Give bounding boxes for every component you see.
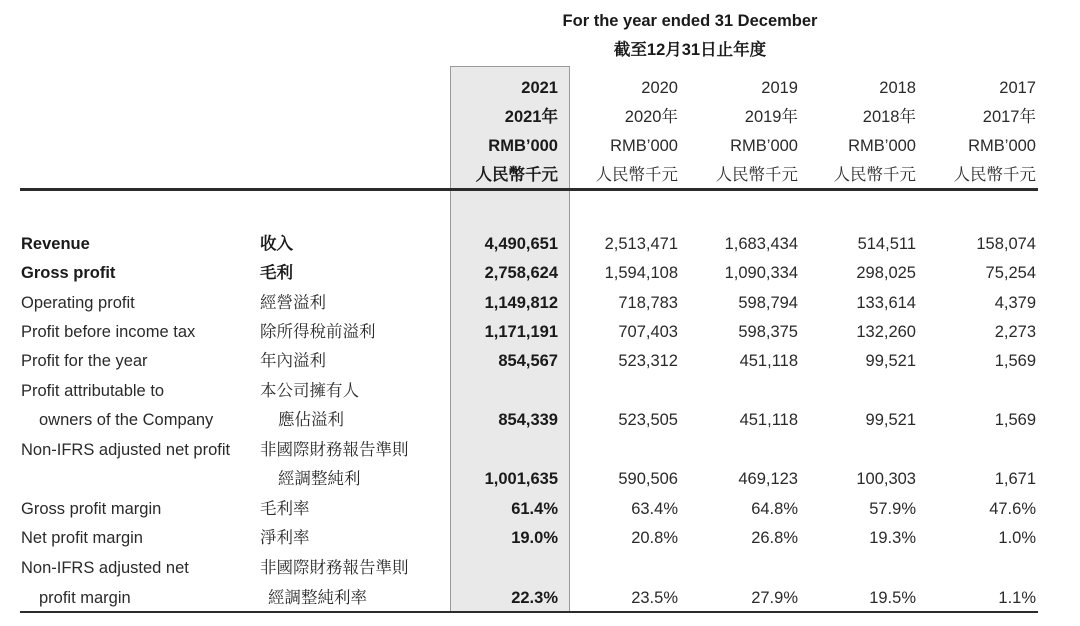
header-rule <box>20 188 1038 191</box>
cell-2021: 1,001,635 <box>484 470 558 488</box>
cell-2019: 1,090,334 <box>724 264 798 282</box>
row-label-zh: 淨利率 <box>260 529 310 547</box>
col-unit-zh-2019: 人民幣千元 <box>715 166 798 184</box>
cell-2019: 469,123 <box>738 470 798 488</box>
cell-2017: 1.0% <box>998 529 1036 547</box>
row-label-zh-cont: 應佔溢利 <box>278 411 344 429</box>
cell-2018: 298,025 <box>856 264 916 282</box>
cell-2019: 598,794 <box>738 294 798 312</box>
cell-2019: 598,375 <box>738 323 798 341</box>
col-year-zh-2017: 2017年 <box>982 108 1036 126</box>
cell-2021: 61.4% <box>511 500 558 518</box>
row-label-zh: 年內溢利 <box>260 352 326 370</box>
cell-2017: 158,074 <box>976 235 1036 253</box>
cell-2018: 133,614 <box>856 294 916 312</box>
row-label-zh: 非國際財務報告準則 <box>260 441 409 459</box>
cell-2021: 854,567 <box>498 352 558 370</box>
cell-2021: 19.0% <box>511 529 558 547</box>
row-label-zh: 毛利率 <box>260 500 310 518</box>
col-year-zh-2021: 2021年 <box>504 108 558 126</box>
cell-2018: 99,521 <box>865 411 916 429</box>
cell-2020: 523,312 <box>618 352 678 370</box>
cell-2017: 1,671 <box>994 470 1036 488</box>
cell-2020: 590,506 <box>618 470 678 488</box>
col-year-zh-2018: 2018年 <box>862 108 916 126</box>
cell-2018: 19.3% <box>869 529 916 547</box>
cell-2017: 75,254 <box>985 264 1036 282</box>
cell-2018: 514,511 <box>857 235 916 253</box>
col-unit-zh-2017: 人民幣千元 <box>953 166 1036 184</box>
col-year-2017: 2017 <box>999 79 1036 97</box>
cell-2021: 854,339 <box>498 411 558 429</box>
cell-2020: 23.5% <box>631 589 678 607</box>
cell-2020: 718,783 <box>618 294 678 312</box>
cell-2020: 523,505 <box>618 411 678 429</box>
col-year-2019: 2019 <box>761 79 798 97</box>
cell-2017: 47.6% <box>989 500 1036 518</box>
cell-2017: 1.1% <box>998 589 1036 607</box>
col-year-2021: 2021 <box>521 79 558 97</box>
cell-2018: 132,260 <box>856 323 916 341</box>
cell-2019: 27.9% <box>751 589 798 607</box>
cell-2018: 57.9% <box>869 500 916 518</box>
row-label-en: Profit attributable to <box>21 382 165 400</box>
row-label-en: Non-IFRS adjusted net profit <box>21 441 231 459</box>
row-label-zh-cont: 經調整純利 <box>278 470 361 488</box>
row-label-en: Revenue <box>21 235 90 253</box>
period-title-zh: 截至12月31日止年度 <box>613 41 767 59</box>
cell-2018: 100,303 <box>856 470 916 488</box>
cell-2018: 99,521 <box>865 352 916 370</box>
cell-2017: 4,379 <box>994 294 1036 312</box>
cell-2019: 451,118 <box>739 352 798 370</box>
cell-2017: 1,569 <box>994 411 1036 429</box>
col-year-zh-2019: 2019年 <box>744 108 798 126</box>
col-year-2018: 2018 <box>879 79 916 97</box>
col-unit-en-2019: RMB’000 <box>730 137 798 155</box>
col-year-2020: 2020 <box>641 79 678 97</box>
row-label-en: Non-IFRS adjusted net <box>21 559 189 577</box>
row-label-en: Gross profit <box>21 264 116 282</box>
cell-2021: 22.3% <box>511 589 558 607</box>
cell-2020: 1,594,108 <box>604 264 678 282</box>
row-label-zh: 非國際財務報告準則 <box>260 559 409 577</box>
col-unit-en-2018: RMB’000 <box>848 137 916 155</box>
cell-2017: 1,569 <box>994 352 1036 370</box>
cell-2019: 1,683,434 <box>724 235 798 253</box>
cell-2020: 63.4% <box>631 500 678 518</box>
row-label-zh-cont: 經調整純利率 <box>268 589 367 607</box>
row-label-en: Gross profit margin <box>21 500 162 518</box>
cell-2020: 2,513,471 <box>604 235 678 253</box>
footer-rule <box>20 611 1038 613</box>
row-label-en: Net profit margin <box>21 529 143 547</box>
cell-2021: 1,171,191 <box>484 323 558 341</box>
cell-2019: 26.8% <box>751 529 798 547</box>
col-unit-zh-2020: 人民幣千元 <box>595 166 678 184</box>
row-label-zh: 毛利 <box>260 264 293 282</box>
cell-2019: 451,118 <box>739 411 798 429</box>
cell-2018: 19.5% <box>869 589 916 607</box>
cell-2021: 1,149,812 <box>484 294 558 312</box>
col-unit-en-2020: RMB’000 <box>610 137 678 155</box>
row-label-zh: 收入 <box>260 235 293 253</box>
cell-2019: 64.8% <box>751 500 798 518</box>
col-unit-zh-2018: 人民幣千元 <box>833 166 916 184</box>
col-unit-zh-2021: 人民幣千元 <box>475 166 558 184</box>
row-label-en: Operating profit <box>21 294 135 312</box>
row-label-zh: 經營溢利 <box>260 294 326 312</box>
row-label-en: Profit for the year <box>21 352 148 370</box>
cell-2020: 20.8% <box>631 529 678 547</box>
col-unit-en-2017: RMB’000 <box>968 137 1036 155</box>
cell-2021: 4,490,651 <box>484 235 558 253</box>
col-year-zh-2020: 2020年 <box>624 108 678 126</box>
cell-2021: 2,758,624 <box>484 264 558 282</box>
col-unit-en-2021: RMB’000 <box>488 137 558 155</box>
row-label-en: Profit before income tax <box>21 323 196 341</box>
period-title-en: For the year ended 31 December <box>562 12 818 30</box>
row-label-en-cont: owners of the Company <box>39 411 214 429</box>
cell-2017: 2,273 <box>994 323 1036 341</box>
row-label-zh: 本公司擁有人 <box>260 382 359 400</box>
row-label-zh: 除所得稅前溢利 <box>260 323 376 341</box>
cell-2020: 707,403 <box>618 323 678 341</box>
row-label-en-cont: profit margin <box>39 589 131 607</box>
